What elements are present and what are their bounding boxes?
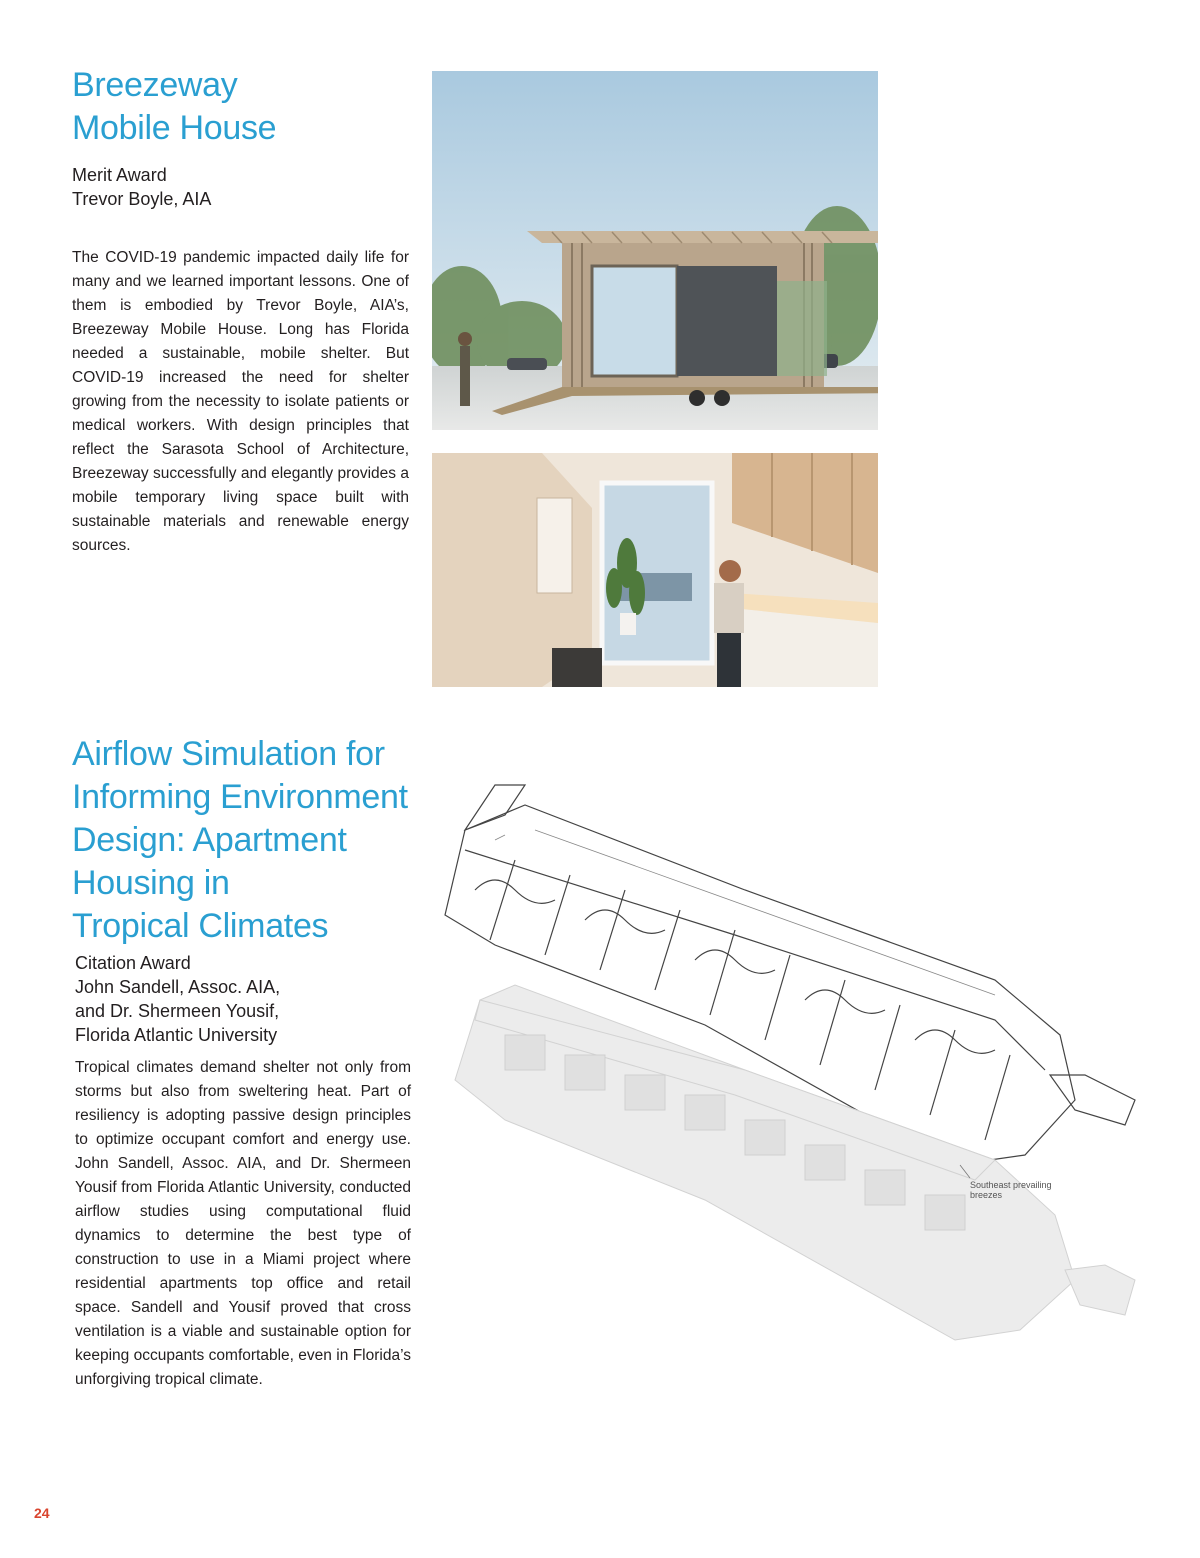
section2-author2: and Dr. Shermeen Yousif, (75, 1001, 280, 1021)
exterior-rendering (432, 71, 878, 430)
section2-title-line4: Housing in (72, 864, 230, 902)
diagram-label-line2: breezes (970, 1190, 1003, 1200)
section1-title (72, 64, 276, 150)
section1-award: Merit Award (72, 165, 167, 185)
diagram-label-line1: Southeast prevailing (970, 1180, 1052, 1190)
section2-title-line3: Design: Apartment (72, 821, 347, 859)
section1-body: The COVID-19 pandemic impacted daily life for many and we learned important lessons. One of them is embodied by Trevor Boyle, AIA’s, Breezeway Mobile House. Long has Florida needed a sustainable, mobile shelter. But COVID-19 increased the need for shelter growing from the necessity to isolate patients or medical workers. With design principles that reflect the Sarasota School of Architecture, Breezeway successfully and elegantly provides a mobile temporary living space built with sustainable materials and renewable energy sources. (72, 249, 409, 554)
section1-author: Trevor Boyle, AIA (72, 189, 212, 209)
section2-title-line1: Airflow Simulation for (72, 735, 385, 773)
section2-title (72, 733, 408, 948)
section2-body: Tropical climates demand shelter not only from storms but also from sweltering heat. Part of resiliency is adopting passive design principles to optimize occupant comfort and energy use. John Sandell, Assoc. AIA, and Dr. Shermeen Yousif from Florida Atlantic University, conducted airflow studies using computational fluid dynamics to determine the best type of construction to use in a Miami project where residential apartments top office and retail space. Sandell and Yousif proved that cross ventilation is a viable and sustainable option for keeping occupants comfortable, even in Florida’s unforgiving tropical climate. (75, 1059, 411, 1388)
section2-title-line2: Informing Environment (72, 778, 408, 816)
page-number: 24 (34, 1505, 50, 1521)
section2-institution: Florida Atlantic University (75, 1025, 278, 1045)
section2-credits (75, 951, 280, 1047)
section2-award: Citation Award (75, 953, 191, 973)
section1-title-line1: Breezeway (72, 66, 238, 104)
section1-credits (72, 163, 211, 211)
airflow-axonometric-diagram (435, 770, 1140, 1420)
section2-author1: John Sandell, Assoc. AIA, (75, 977, 281, 997)
interior-rendering (432, 453, 878, 687)
section2-title-line5: Tropical Climates (72, 907, 329, 945)
section1-title-line2: Mobile House (72, 109, 277, 147)
